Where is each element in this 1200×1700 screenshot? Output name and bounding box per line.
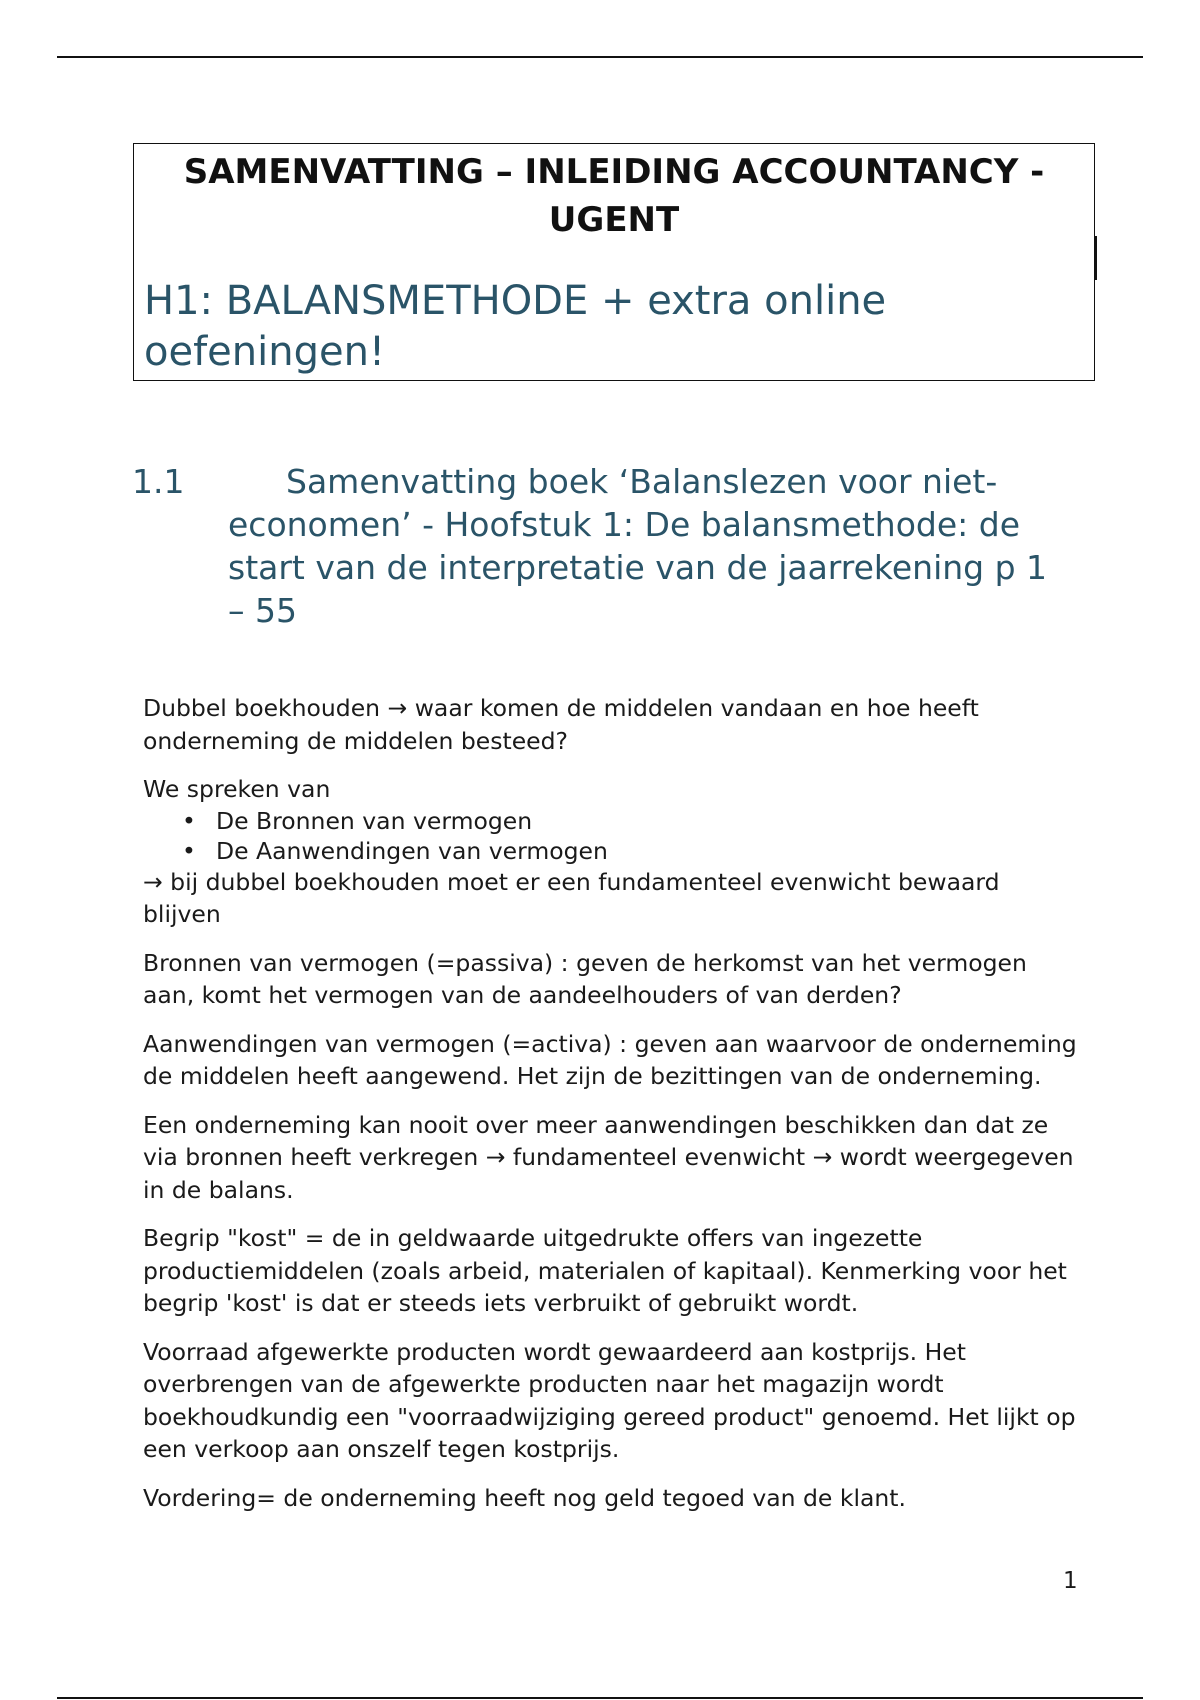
paragraph-voorraad: Voorraad afgewerkte producten wordt gewaardeerd aan kostprijs. Het overbrengen van de afgewerkte producten naar het magazijn wordt boekhoudkundig een "voorraadwijziging gereed product" genoemd. Het lijkt op een verkoop aan onszelf tegen kostprijs.	[143, 1337, 1076, 1463]
section-title: Samenvatting boek ‘Balanslezen voor niet-economen’ - Hoofstuk 1: De balansmethode: de start van de interpretatie van de jaarrekening p 1 – 55	[228, 462, 1048, 630]
paragraph-evenwicht: → bij dubbel boekhouden moet er een fundamenteel evenwicht bewaard blijven	[143, 867, 1000, 928]
paragraph-we-spreken-van: We spreken van	[143, 775, 331, 803]
box-side-mark	[1094, 236, 1097, 280]
bullet-icon: •	[182, 836, 196, 865]
footer-rule	[57, 1697, 1143, 1699]
section-number: 1.1	[132, 462, 185, 501]
list-item	[143, 806, 1083, 836]
bullet-icon: •	[182, 806, 196, 835]
chapter-heading: H1: BALANSMETHODE + extra online oefeningen!	[144, 278, 887, 375]
paragraph-double-bookkeeping: Dubbel boekhouden → waar komen de middelen vandaan en hoe heeft onderneming de middelen besteed?	[143, 694, 979, 755]
list-item	[143, 836, 1083, 866]
list-item-text: De Aanwendingen van vermogen	[216, 836, 608, 865]
title-box	[133, 143, 1095, 381]
body-text	[143, 692, 1083, 1530]
page-number: 1	[1063, 1568, 1078, 1594]
header-rule	[57, 56, 1143, 58]
section-heading	[132, 460, 1060, 632]
paragraph-begrip-kost: Begrip "kost" = de in geldwaarde uitgedrukte offers van ingezette productiemiddelen (zoals arbeid, materialen of kapitaal). Kenmerking voor het begrip 'kost' is dat er steeds iets verbruikt of gebruikt wordt.	[143, 1224, 1067, 1317]
paragraph-bronnen: Bronnen van vermogen (=passiva) : geven de herkomst van het vermogen aan, komt het vermogen van de aandeelhouders of van derden?	[143, 948, 1027, 1009]
paragraph-vordering: Vordering= de onderneming heeft nog geld tegoed van de klant.	[143, 1483, 906, 1512]
paragraph-aanwendingen: Aanwendingen van vermogen (=activa) : geven aan waarvoor de onderneming de middelen heeft aangewend. Het zijn de bezittingen van de onderneming.	[143, 1029, 1077, 1090]
list-item-text: De Bronnen van vermogen	[216, 806, 533, 835]
bullet-list	[143, 806, 1083, 866]
document-title: SAMENVATTING – INLEIDING ACCOUNTANCY - UGENT	[183, 152, 1045, 240]
paragraph-fundamenteel-evenwicht: Een onderneming kan nooit over meer aanwendingen beschikken dan dat ze via bronnen heeft verkregen → fundamenteel evenwicht → wordt weergegeven in de balans.	[143, 1110, 1074, 1204]
